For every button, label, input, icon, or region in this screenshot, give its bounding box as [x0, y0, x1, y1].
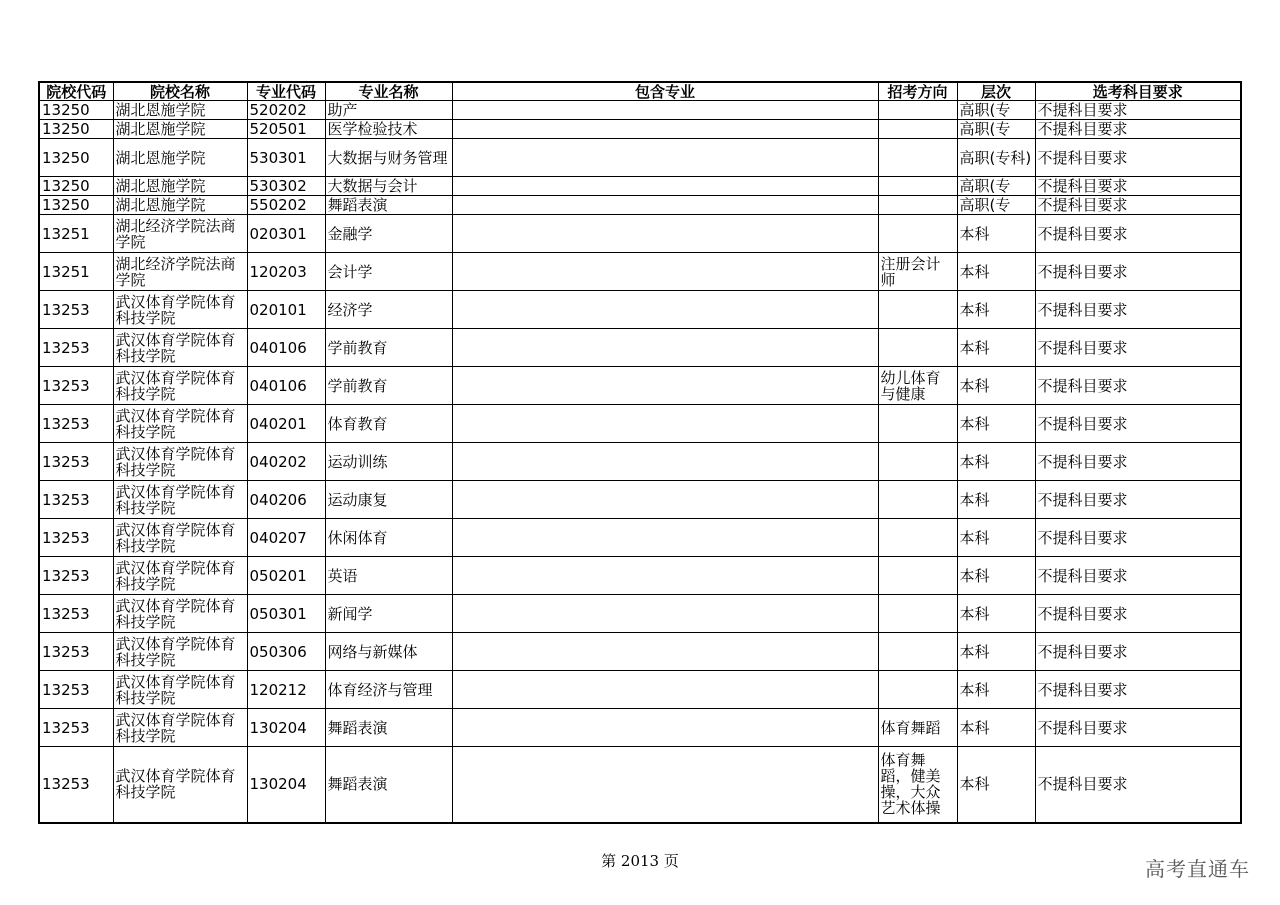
school-code-cell: 13251 — [39, 253, 113, 291]
school-code-cell: 13250 — [39, 120, 113, 139]
major-name-cell: 大数据与财务管理 — [325, 139, 452, 177]
school-code-cell: 13253 — [39, 481, 113, 519]
major-code-cell: 130204 — [247, 747, 325, 823]
major-code-cell: 050201 — [247, 557, 325, 595]
school-name-cell: 武汉体育学院体育科技学院 — [113, 671, 247, 709]
major-code-cell: 530301 — [247, 139, 325, 177]
school-name-cell: 武汉体育学院体育科技学院 — [113, 595, 247, 633]
level-cell: 本科 — [957, 595, 1035, 633]
school-code-cell: 13253 — [39, 443, 113, 481]
level-cell: 本科 — [957, 747, 1035, 823]
level-cell: 高职(专 — [957, 120, 1035, 139]
major-name-cell: 经济学 — [325, 291, 452, 329]
direction-cell — [878, 120, 957, 139]
requirement-cell: 不提科目要求 — [1035, 709, 1241, 747]
table-row — [39, 139, 1241, 177]
requirement-cell: 不提科目要求 — [1035, 519, 1241, 557]
school-name-cell: 湖北经济学院法商学院 — [113, 253, 247, 291]
school-name-cell: 湖北恩施学院 — [113, 196, 247, 215]
direction-cell — [878, 177, 957, 196]
major-name-cell: 学前教育 — [325, 329, 452, 367]
direction-cell — [878, 633, 957, 671]
watermark: 高考直通车 — [1145, 857, 1250, 881]
school-name-cell: 湖北经济学院法商学院 — [113, 215, 247, 253]
school-name-cell: 武汉体育学院体育科技学院 — [113, 443, 247, 481]
header-direction: 招考方向 — [878, 82, 957, 101]
page-number: 第 2013 页 — [601, 852, 679, 870]
header-major-name: 专业名称 — [325, 82, 452, 101]
direction-cell — [878, 215, 957, 253]
school-code-cell: 13253 — [39, 633, 113, 671]
table-row — [39, 481, 1241, 519]
included-majors-cell — [452, 481, 878, 519]
major-code-cell: 040206 — [247, 481, 325, 519]
school-code-cell: 13250 — [39, 196, 113, 215]
major-code-cell: 040202 — [247, 443, 325, 481]
major-code-cell: 040106 — [247, 329, 325, 367]
direction-cell: 注册会计师 — [878, 253, 957, 291]
major-name-cell: 金融学 — [325, 215, 452, 253]
school-code-cell: 13253 — [39, 329, 113, 367]
table-row — [39, 177, 1241, 196]
school-name-cell: 湖北恩施学院 — [113, 120, 247, 139]
included-majors-cell — [452, 101, 878, 120]
requirement-cell: 不提科目要求 — [1035, 405, 1241, 443]
level-cell: 高职(专 — [957, 177, 1035, 196]
requirement-cell: 不提科目要求 — [1035, 196, 1241, 215]
school-name-cell: 武汉体育学院体育科技学院 — [113, 405, 247, 443]
requirement-cell: 不提科目要求 — [1035, 481, 1241, 519]
requirement-cell: 不提科目要求 — [1035, 671, 1241, 709]
major-code-cell: 040207 — [247, 519, 325, 557]
major-name-cell: 会计学 — [325, 253, 452, 291]
major-name-cell: 体育经济与管理 — [325, 671, 452, 709]
included-majors-cell — [452, 557, 878, 595]
header-row — [39, 82, 1241, 101]
major-name-cell: 舞蹈表演 — [325, 747, 452, 823]
header-major-code: 专业代码 — [247, 82, 325, 101]
school-code-cell: 13253 — [39, 367, 113, 405]
direction-cell — [878, 443, 957, 481]
major-code-cell: 120212 — [247, 671, 325, 709]
included-majors-cell — [452, 747, 878, 823]
major-code-cell: 130204 — [247, 709, 325, 747]
level-cell: 本科 — [957, 291, 1035, 329]
requirement-cell: 不提科目要求 — [1035, 139, 1241, 177]
requirement-cell: 不提科目要求 — [1035, 253, 1241, 291]
direction-cell — [878, 291, 957, 329]
direction-cell — [878, 139, 957, 177]
major-name-cell: 运动训练 — [325, 443, 452, 481]
major-name-cell: 体育教育 — [325, 405, 452, 443]
school-name-cell: 武汉体育学院体育科技学院 — [113, 519, 247, 557]
major-name-cell: 运动康复 — [325, 481, 452, 519]
major-code-cell: 520501 — [247, 120, 325, 139]
included-majors-cell — [452, 215, 878, 253]
school-code-cell: 13250 — [39, 101, 113, 120]
major-code-cell: 550202 — [247, 196, 325, 215]
included-majors-cell — [452, 291, 878, 329]
major-code-cell: 520202 — [247, 101, 325, 120]
major-code-cell: 530302 — [247, 177, 325, 196]
table-row — [39, 253, 1241, 291]
direction-cell — [878, 405, 957, 443]
level-cell: 本科 — [957, 329, 1035, 367]
level-cell: 高职(专科) — [957, 139, 1035, 177]
included-majors-cell — [452, 519, 878, 557]
school-name-cell: 武汉体育学院体育科技学院 — [113, 367, 247, 405]
major-name-cell: 学前教育 — [325, 367, 452, 405]
table-row — [39, 671, 1241, 709]
header-included-majors: 包含专业 — [452, 82, 878, 101]
requirement-cell: 不提科目要求 — [1035, 177, 1241, 196]
major-name-cell: 舞蹈表演 — [325, 196, 452, 215]
major-code-cell: 020101 — [247, 291, 325, 329]
requirement-cell: 不提科目要求 — [1035, 747, 1241, 823]
direction-cell — [878, 519, 957, 557]
header-school-name: 院校名称 — [113, 82, 247, 101]
major-name-cell: 舞蹈表演 — [325, 709, 452, 747]
school-name-cell: 武汉体育学院体育科技学院 — [113, 481, 247, 519]
level-cell: 本科 — [957, 481, 1035, 519]
level-cell: 本科 — [957, 709, 1035, 747]
major-name-cell: 大数据与会计 — [325, 177, 452, 196]
major-name-cell: 医学检验技术 — [325, 120, 452, 139]
requirement-cell: 不提科目要求 — [1035, 633, 1241, 671]
level-cell: 本科 — [957, 557, 1035, 595]
table-row — [39, 747, 1241, 823]
included-majors-cell — [452, 329, 878, 367]
table-row — [39, 329, 1241, 367]
school-name-cell: 武汉体育学院体育科技学院 — [113, 633, 247, 671]
school-name-cell: 武汉体育学院体育科技学院 — [113, 329, 247, 367]
school-name-cell: 湖北恩施学院 — [113, 101, 247, 120]
school-name-cell: 武汉体育学院体育科技学院 — [113, 291, 247, 329]
requirement-cell: 不提科目要求 — [1035, 291, 1241, 329]
level-cell: 高职(专 — [957, 196, 1035, 215]
header-school-code: 院校代码 — [39, 82, 113, 101]
included-majors-cell — [452, 405, 878, 443]
direction-cell — [878, 101, 957, 120]
level-cell: 本科 — [957, 367, 1035, 405]
table-row — [39, 519, 1241, 557]
school-name-cell: 武汉体育学院体育科技学院 — [113, 557, 247, 595]
header-level: 层次 — [957, 82, 1035, 101]
direction-cell: 体育舞蹈 — [878, 709, 957, 747]
school-code-cell: 13251 — [39, 215, 113, 253]
school-code-cell: 13253 — [39, 595, 113, 633]
school-name-cell: 湖北恩施学院 — [113, 139, 247, 177]
included-majors-cell — [452, 139, 878, 177]
table-row — [39, 196, 1241, 215]
included-majors-cell — [452, 177, 878, 196]
header-requirement: 选考科目要求 — [1035, 82, 1241, 101]
requirement-cell: 不提科目要求 — [1035, 443, 1241, 481]
school-code-cell: 13253 — [39, 291, 113, 329]
level-cell: 本科 — [957, 253, 1035, 291]
direction-cell — [878, 196, 957, 215]
included-majors-cell — [452, 367, 878, 405]
major-name-cell: 休闲体育 — [325, 519, 452, 557]
included-majors-cell — [452, 709, 878, 747]
included-majors-cell — [452, 633, 878, 671]
table-row — [39, 557, 1241, 595]
table-row — [39, 101, 1241, 120]
major-name-cell: 网络与新媒体 — [325, 633, 452, 671]
level-cell: 本科 — [957, 405, 1035, 443]
school-code-cell: 13253 — [39, 557, 113, 595]
table-row — [39, 633, 1241, 671]
school-code-cell: 13253 — [39, 405, 113, 443]
direction-cell: 体育舞蹈，健美操，大众艺术体操 — [878, 747, 957, 823]
major-name-cell: 英语 — [325, 557, 452, 595]
included-majors-cell — [452, 671, 878, 709]
school-code-cell: 13253 — [39, 519, 113, 557]
major-code-cell: 040201 — [247, 405, 325, 443]
level-cell: 本科 — [957, 519, 1035, 557]
school-code-cell: 13253 — [39, 709, 113, 747]
major-code-cell: 120203 — [247, 253, 325, 291]
requirement-cell: 不提科目要求 — [1035, 215, 1241, 253]
included-majors-cell — [452, 443, 878, 481]
requirement-cell: 不提科目要求 — [1035, 120, 1241, 139]
table-row — [39, 595, 1241, 633]
requirement-cell: 不提科目要求 — [1035, 595, 1241, 633]
requirement-cell: 不提科目要求 — [1035, 329, 1241, 367]
school-name-cell: 武汉体育学院体育科技学院 — [113, 709, 247, 747]
major-code-cell: 040106 — [247, 367, 325, 405]
major-name-cell: 新闻学 — [325, 595, 452, 633]
direction-cell — [878, 557, 957, 595]
major-code-cell: 020301 — [247, 215, 325, 253]
requirement-cell: 不提科目要求 — [1035, 367, 1241, 405]
major-name-cell: 助产 — [325, 101, 452, 120]
level-cell: 本科 — [957, 671, 1035, 709]
level-cell: 本科 — [957, 633, 1035, 671]
school-code-cell: 13250 — [39, 177, 113, 196]
included-majors-cell — [452, 595, 878, 633]
table-row — [39, 405, 1241, 443]
school-code-cell: 13250 — [39, 139, 113, 177]
table-row — [39, 443, 1241, 481]
level-cell: 本科 — [957, 215, 1035, 253]
direction-cell — [878, 329, 957, 367]
included-majors-cell — [452, 253, 878, 291]
table-row — [39, 215, 1241, 253]
direction-cell: 幼儿体育与健康 — [878, 367, 957, 405]
table-row — [39, 367, 1241, 405]
requirement-cell: 不提科目要求 — [1035, 557, 1241, 595]
included-majors-cell — [452, 196, 878, 215]
school-code-cell: 13253 — [39, 747, 113, 823]
school-code-cell: 13253 — [39, 671, 113, 709]
school-name-cell: 湖北恩施学院 — [113, 177, 247, 196]
table-row — [39, 709, 1241, 747]
direction-cell — [878, 481, 957, 519]
table-row — [39, 120, 1241, 139]
admissions-table — [38, 81, 1242, 824]
level-cell: 高职(专 — [957, 101, 1035, 120]
major-code-cell: 050301 — [247, 595, 325, 633]
requirement-cell: 不提科目要求 — [1035, 101, 1241, 120]
direction-cell — [878, 595, 957, 633]
direction-cell — [878, 671, 957, 709]
table-row — [39, 291, 1241, 329]
major-code-cell: 050306 — [247, 633, 325, 671]
level-cell: 本科 — [957, 443, 1035, 481]
school-name-cell: 武汉体育学院体育科技学院 — [113, 747, 247, 823]
included-majors-cell — [452, 120, 878, 139]
